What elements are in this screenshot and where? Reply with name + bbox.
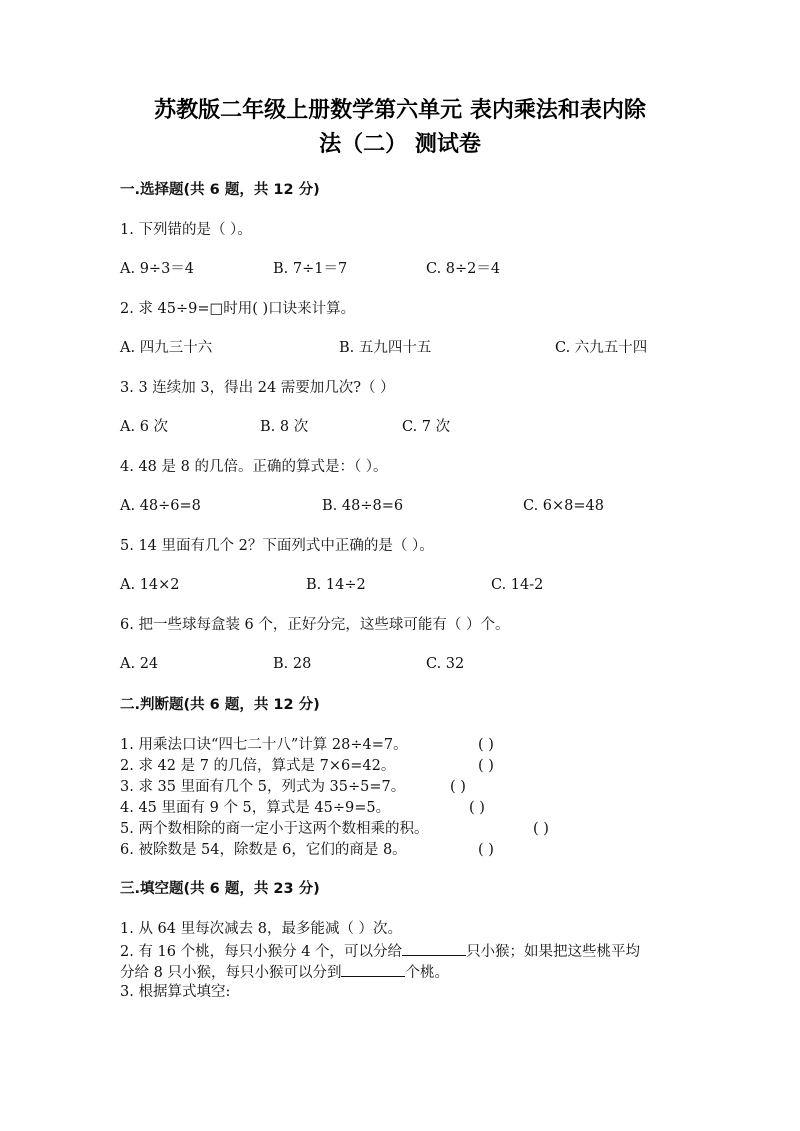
fill-question-2-line-2 bbox=[120, 961, 449, 983]
question-stem: 4. 48 是 8 的几倍。正确的算式是：（ ）。 bbox=[120, 459, 388, 475]
option-c: C. 32 bbox=[426, 656, 465, 672]
option-c: C. 8÷2＝4 bbox=[426, 261, 501, 277]
answer-paren: ( ) bbox=[469, 800, 485, 816]
option-c: C. 14-2 bbox=[491, 577, 544, 593]
answer-paren: ( ) bbox=[478, 758, 494, 774]
question-stem: 6. 把一些球每盒装 6 个，正好分完，这些球可能有（ ）个。 bbox=[120, 617, 510, 633]
answer-blank[interactable] bbox=[341, 961, 405, 977]
option-a: A. 48÷6=8 bbox=[120, 498, 201, 514]
answer-paren: ( ) bbox=[533, 821, 549, 837]
question-stem: 2. 求 45÷9=□时用( )口诀来计算。 bbox=[120, 301, 356, 317]
option-c: C. 六九五十四 bbox=[555, 340, 648, 356]
option-b: B. 14÷2 bbox=[306, 577, 366, 593]
question-stem: 5. 14 里面有几个 2？下面列式中正确的是（ ）。 bbox=[120, 538, 434, 554]
option-a: A. 9÷3＝4 bbox=[120, 261, 195, 277]
page-title-line-2: 法（二） 测试卷 bbox=[319, 132, 481, 157]
question-stem: 1. 下列错的是（ ）。 bbox=[120, 222, 252, 238]
option-a: A. 四九三十六 bbox=[120, 340, 213, 356]
option-b: B. 8 次 bbox=[260, 419, 309, 435]
judge-item: 2. 求 42 是 7 的几倍，算式是 7×6=42。 bbox=[120, 758, 396, 774]
option-b: B. 28 bbox=[273, 656, 312, 672]
option-b: B. 7÷1＝7 bbox=[273, 261, 348, 277]
judge-item: 6. 被除数是 54，除数是 6，它们的商是 8。 bbox=[120, 842, 407, 858]
section-heading-fill-blank: 三.填空题(共 6 题，共 23 分) bbox=[120, 881, 320, 897]
page-title-line-1: 苏教版二年级上册数学第六单元 表内乘法和表内除 bbox=[154, 98, 646, 123]
option-b: B. 48÷8=6 bbox=[322, 498, 404, 514]
fill-question-2-text-c: 分给 8 只小猴，每只小猴可以分到 bbox=[120, 965, 342, 981]
option-c: C. 7 次 bbox=[402, 419, 451, 435]
fill-question-1: 1. 从 64 里每次减去 8，最多能减（ ）次。 bbox=[120, 921, 403, 937]
judge-item: 1. 用乘法口诀“四七二十八”计算 28÷4=7。 bbox=[120, 737, 408, 753]
answer-paren: ( ) bbox=[450, 779, 466, 795]
option-a: A. 14×2 bbox=[120, 577, 180, 593]
section-heading-true-false: 二.判断题(共 6 题，共 12 分) bbox=[120, 697, 320, 713]
answer-blank[interactable] bbox=[402, 940, 466, 956]
judge-item: 3. 求 35 里面有几个 5，列式为 35÷5=7。 bbox=[120, 779, 406, 795]
fill-question-3: 3. 根据算式填空: bbox=[120, 984, 231, 1000]
fill-question-2-text-b: 只小猴；如果把这些桃平均 bbox=[466, 944, 641, 960]
answer-paren: ( ) bbox=[478, 737, 494, 753]
fill-question-2-text-d: 个桃。 bbox=[405, 965, 449, 981]
section-heading-choice: 一.选择题(共 6 题，共 12 分) bbox=[120, 182, 320, 198]
judge-item: 5. 两个数相除的商一定小于这两个数相乘的积。 bbox=[120, 821, 429, 837]
fill-question-2-text-a: 2. 有 16 个桃，每只小猴分 4 个，可以分给 bbox=[120, 944, 403, 960]
option-a: A. 6 次 bbox=[120, 419, 169, 435]
option-a: A. 24 bbox=[120, 656, 159, 672]
fill-question-2-line-1 bbox=[120, 940, 640, 962]
answer-paren: ( ) bbox=[478, 842, 494, 858]
judge-item: 4. 45 里面有 9 个 5，算式是 45÷9=5。 bbox=[120, 800, 391, 816]
option-b: B. 五九四十五 bbox=[339, 340, 432, 356]
question-stem: 3. 3 连续加 3，得出 24 需要加几次?（ ） bbox=[120, 380, 395, 396]
option-c: C. 6×8=48 bbox=[523, 498, 604, 514]
